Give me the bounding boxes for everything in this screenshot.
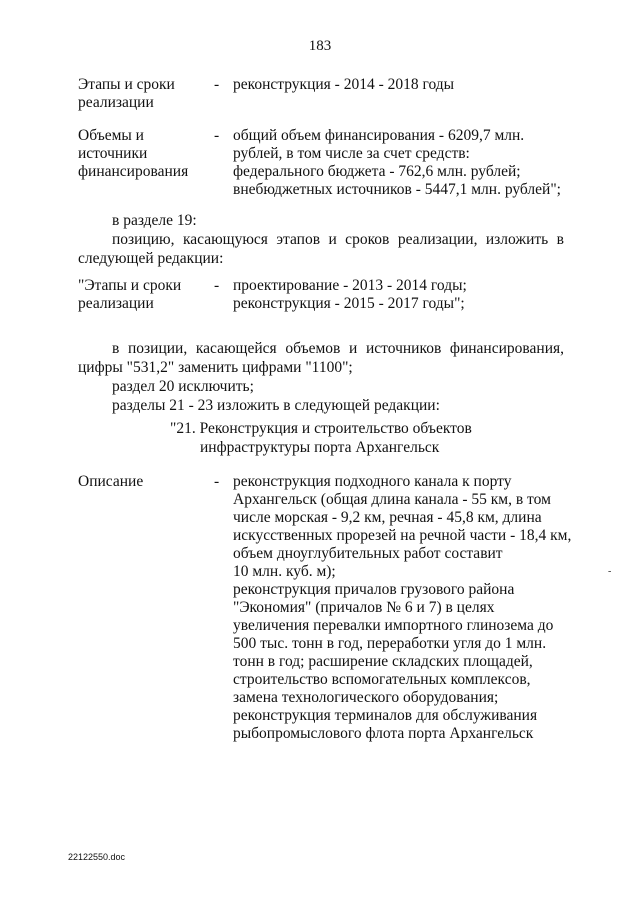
block2-label — [78, 127, 208, 181]
margin-mark: - — [608, 566, 612, 577]
block3-label-line: реализации — [78, 295, 154, 312]
block4-value-line: строительство вспомогательных комплексов, — [233, 671, 531, 688]
block1-label — [78, 76, 208, 112]
section20-line: раздел 20 исключить; — [112, 378, 254, 395]
block4-value-line: числе морская - 9,2 км, речная - 45,8 км, длина — [233, 509, 542, 526]
block2-value-line: федерального бюджета - 762,6 млн. рублей; — [233, 163, 521, 180]
block2-value-line: общий объем финансирования - 6209,7 млн. — [233, 127, 525, 144]
block4-value-line: рыбопромыслового флота порта Архангельск — [233, 725, 534, 742]
block2-label-line: источники — [78, 145, 148, 162]
block4-value-line: Архангельск (общая длина канала - 55 км, в том — [233, 491, 551, 508]
block4-value-line: тонн в год; расширение складских площадей, — [233, 653, 533, 670]
position-line1: в позиции, касающейся объемов и источников финансирования, — [112, 340, 564, 357]
position-line2: цифры "531,2" заменить цифрами "1100"; — [78, 359, 353, 376]
block2-value — [233, 127, 573, 199]
block4-value — [233, 473, 573, 743]
document-id: 22122550.doc — [68, 852, 126, 862]
block3-value-line: реконструкция - 2015 - 2017 годы"; — [233, 295, 465, 312]
block1-value — [233, 76, 573, 94]
block2-value-line: внебюджетных источников - 5447,1 млн. рублей"; — [233, 181, 561, 198]
block3-value — [233, 277, 573, 313]
block3-label — [78, 277, 208, 313]
block4-value-line: реконструкция подходного канала к порту — [233, 473, 512, 490]
block4-value-line: замена технологического оборудования; — [233, 689, 499, 706]
block4-value-line: "Экономия" (причалов № 6 и 7) в целях — [233, 599, 495, 616]
section19-paragraph — [78, 211, 564, 268]
position-paragraph — [78, 339, 564, 415]
block1-value-line: реконструкция - 2014 - 2018 годы — [233, 76, 455, 93]
block4-value-line: увеличения перевалки импортного глинозема до — [233, 617, 554, 634]
block1-label-line: Этапы и сроки — [78, 76, 175, 93]
block3-label-line: "Этапы и сроки — [78, 277, 182, 294]
section21-heading-line2: инфраструктуры порта Архангельск — [200, 439, 440, 456]
sections21-line: разделы 21 - 23 изложить в следующей редакции: — [112, 397, 440, 414]
block2-label-line: Объемы и — [78, 127, 144, 144]
block4-value-line: реконструкция причалов грузового района — [233, 581, 515, 598]
block4-label — [78, 473, 208, 491]
block1-label-line: реализации — [78, 94, 154, 111]
block1-dash: - — [214, 76, 220, 93]
block4-value-line: объем дноуглубительных работ составит — [233, 545, 503, 562]
block4-dash: - — [214, 473, 220, 490]
section21-heading — [170, 419, 500, 457]
block2-label-line: финансирования — [78, 163, 189, 180]
block2-value-line: рублей, в том числе за счет средств: — [233, 145, 470, 162]
block3-dash: - — [214, 277, 220, 294]
section19-line2: следующей редакции: — [78, 250, 224, 267]
section19-intro: в разделе 19: — [112, 212, 197, 229]
section19-line1: позицию, касающуюся этапов и сроков реализации, изложить в — [112, 231, 564, 248]
block4-value-line: 10 млн. куб. м); — [233, 563, 336, 580]
section21-heading-line1: "21. Реконструкция и строительство объектов — [170, 420, 472, 437]
block4-value-line: реконструкция терминалов для обслуживания — [233, 707, 538, 724]
block4-value-line: 500 тыс. тонн в год, переработки угля до 1 млн. — [233, 635, 547, 652]
block2-dash: - — [214, 127, 220, 144]
block4-value-line: искусственных прорезей на речной части - 18,4 км, — [233, 527, 572, 544]
block3-value-line: проектирование - 2013 - 2014 годы; — [233, 277, 467, 294]
block4-label-line: Описание — [78, 473, 144, 490]
page-number: 183 — [308, 38, 332, 54]
